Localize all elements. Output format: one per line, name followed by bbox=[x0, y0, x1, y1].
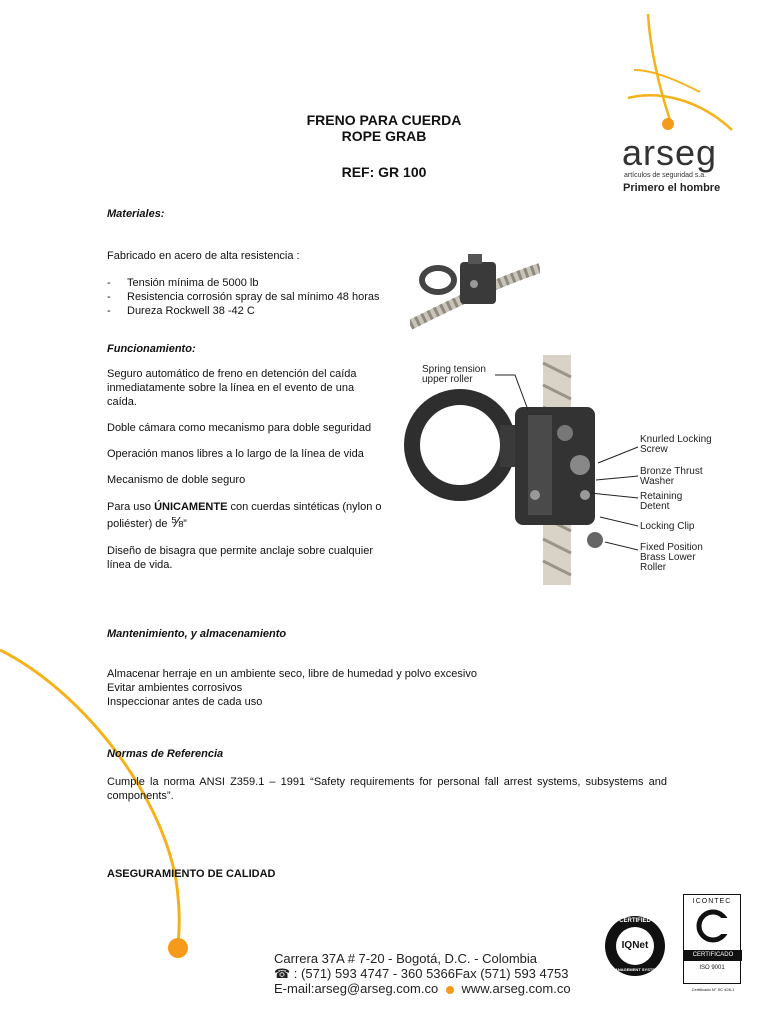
funcionamiento-p5 bbox=[107, 499, 387, 532]
icontec-box bbox=[683, 894, 741, 984]
footer-phone: ☎ : (571) 593 4747 - 360 5366Fax (571) 593 4753 bbox=[274, 966, 569, 981]
mantenimiento-line: Almacenar herraje en un ambiente seco, libre de humedad y polvo excesivo bbox=[107, 668, 477, 680]
icontec-iso: ISO 9001 bbox=[699, 965, 725, 971]
label-locking-clip: Locking Clip bbox=[640, 521, 695, 532]
icontec-cert-label: CERTIFICADO bbox=[684, 950, 742, 961]
icontec-cert-number: Certificado N° SC 428-1 bbox=[691, 987, 735, 992]
logo-wordmark: arseg bbox=[622, 132, 718, 173]
funcionamiento-body bbox=[107, 367, 387, 584]
rope-grab-diagram bbox=[400, 355, 730, 590]
icontec-certificate bbox=[683, 894, 741, 992]
materiales-intro: Fabricado en acero de alta resistencia : bbox=[107, 250, 300, 262]
label-bronze-washer: Bronze Thrust Washer bbox=[640, 466, 703, 487]
footer-address: Carrera 37A # 7-20 - Bogotá, D.C. - Colombia bbox=[274, 951, 538, 966]
list-item: - Resistencia corrosión spray de sal mínimo 48 horas bbox=[107, 290, 407, 304]
p5-pre: Para uso bbox=[107, 501, 155, 513]
funcionamiento-p4: Mecanismo de doble seguro bbox=[107, 474, 246, 486]
icontec-name: ICONTEC bbox=[692, 898, 732, 905]
iqnet-name: IQNet bbox=[621, 940, 649, 951]
rope-grab-photo-small bbox=[410, 250, 540, 345]
page-title-line2: ROPE GRAB bbox=[341, 128, 427, 144]
footer-email[interactable]: E-mail:arseg@arseg.com.co bbox=[274, 981, 439, 996]
label-knurled-screw: Knurled Locking Screw bbox=[640, 434, 712, 455]
label-retaining-detent: Retaining Detent bbox=[640, 491, 683, 512]
funcionamiento-p3: Operación manos libres a lo largo de la línea de vida bbox=[107, 448, 364, 460]
swirl-dot bbox=[168, 938, 188, 958]
footer-website[interactable]: www.arseg.com.co bbox=[461, 981, 571, 996]
funcionamiento-heading: Funcionamiento: bbox=[107, 343, 196, 355]
calidad-heading: ASEGURAMIENTO DE CALIDAD bbox=[107, 868, 276, 880]
logo-tagline: artículos de seguridad s.a. bbox=[624, 172, 707, 179]
mantenimiento-line: Evitar ambientes corrosivos bbox=[107, 682, 243, 694]
bullet-dot-icon bbox=[446, 986, 454, 994]
logo-slogan: Primero el hombre bbox=[623, 182, 721, 194]
iqnet-top-text: CERTIFIED bbox=[619, 918, 651, 924]
mantenimiento-line: Inspeccionar antes de cada uso bbox=[107, 696, 263, 708]
funcionamiento-p6: Diseño de bisagra que permite anclaje sobre cualquier línea de vida. bbox=[107, 545, 373, 571]
label-spring-tension: Spring tension upper roller bbox=[422, 364, 486, 385]
normas-heading: Normas de Referencia bbox=[107, 748, 224, 760]
list-item: - Tensión mínima de 5000 lb bbox=[107, 276, 407, 290]
p5-end: ” bbox=[183, 518, 187, 530]
icontec-logo-icon bbox=[696, 909, 730, 943]
p5-bold: ÚNICAMENTE bbox=[154, 501, 228, 513]
mantenimiento-body bbox=[107, 667, 607, 709]
p5-fraction: ⅝ bbox=[170, 514, 184, 531]
label-fixed-roller: Fixed Position Brass Lower Roller bbox=[640, 542, 703, 573]
footer-contact bbox=[274, 981, 571, 996]
iqnet-bottom-text: MANAGEMENT SYSTEM bbox=[611, 967, 659, 972]
p5-post: con cuerdas sintéticas (nylon o poliéster) de bbox=[107, 501, 382, 530]
list-item: - Dureza Rockwell 38 -42 C bbox=[107, 304, 407, 318]
iqnet-certified-seal bbox=[603, 914, 667, 978]
reference-code: REF: GR 100 bbox=[341, 164, 427, 180]
materiales-heading: Materiales: bbox=[107, 208, 165, 220]
mantenimiento-heading: Mantenimiento, y almacenamiento bbox=[107, 628, 287, 640]
funcionamiento-p2: Doble cámara como mecanismo para doble seguridad bbox=[107, 422, 372, 434]
normas-text: Cumple la norma ANSI Z359.1 – 1991 “Safety requirements for personal fall arrest systems, subsystems and components”. bbox=[107, 776, 667, 802]
materiales-list bbox=[107, 276, 407, 318]
funcionamiento-p1: Seguro automático de freno en detención del caída inmediatamente sobre la línea en el evento de una caída. bbox=[107, 368, 357, 408]
page-title-line1: FRENO PARA CUERDA bbox=[306, 112, 462, 128]
